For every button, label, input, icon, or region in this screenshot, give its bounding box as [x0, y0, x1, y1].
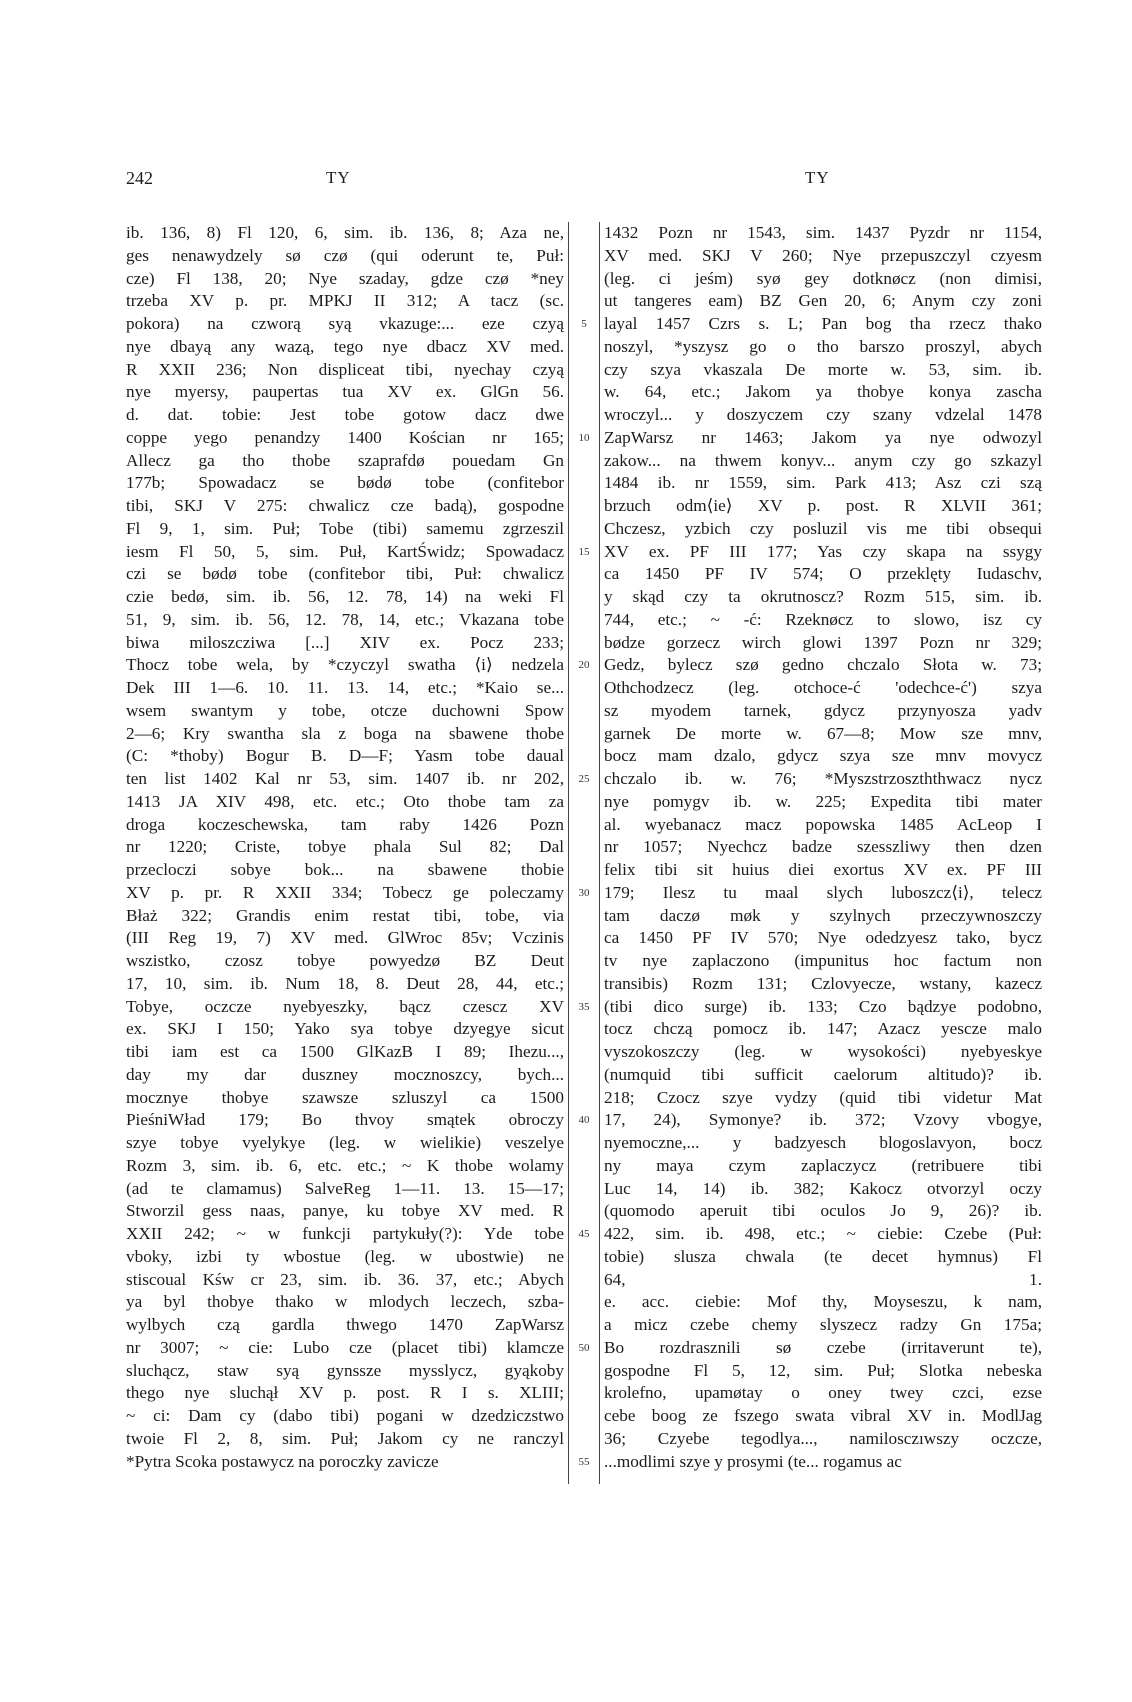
text-line: mocznye thobye szawsze szluszyl ca 1500 — [126, 1087, 564, 1107]
line-number: 30 — [578, 886, 590, 899]
line-number: 40 — [578, 1114, 590, 1127]
text-line: 179; Ilesz tu maal slych luboszcz⟨i⟩, telecz — [604, 882, 1042, 902]
text-line: ges nenawydzely sø czø (qui oderunt te, Puł: — [126, 245, 564, 265]
text-line: gospodne Fl 5, 12, sim. Puł; Slotka nebeska — [604, 1360, 1042, 1380]
text-line: Thocz tobe wela, by *czyczyl swatha ⟨i⟩ nedzela — [126, 655, 564, 675]
text-line: Fl 9, 1, sim. Puł; Tobe (tibi) samemu zgrzeszil — [126, 518, 564, 538]
text-line: (numquid tibi sufficit caelorum altitudo)? ib. — [604, 1064, 1042, 1084]
text-line: al. wyebanacz macz popowska 1485 AcLeop I — [604, 814, 1042, 834]
text-line: iesm Fl 50, 5, sim. Puł, KartŚwidz; Spowadacz — [126, 541, 564, 561]
text-line: droga koczeschewska, tam raby 1426 Pozn — [126, 814, 564, 834]
line-number: 25 — [578, 773, 590, 785]
text-line: sz myodem tarnek, gdycz przynyosza yadv — [604, 700, 1042, 720]
text-line: transibis) Rozm 131; Czlovyecze, wstany, kazecz — [604, 973, 1042, 993]
text-line: 17, 24), Symonye? ib. 372; Vzovy vbogye, — [604, 1110, 1042, 1130]
text-line: day my dar duszney mocznoszcy, bych... — [126, 1064, 564, 1084]
text-line: y skąd czy ta okrutnoscz? Rozm 515, sim. ib. — [604, 587, 1042, 606]
text-line: nr 1220; Criste, tobye phala Sul 82; Dal — [126, 837, 564, 857]
text-line: tobie) slusza chwala (te decet hymnus) Fl — [604, 1246, 1042, 1266]
text-line: Błaż 322; Grandis enim restat tibi, tobe, via — [126, 905, 564, 925]
text-line: szye tobye vyelykye (leg. w wielikie) veszelye — [126, 1133, 564, 1152]
text-line: wsem swantym y tobe, otcze duchowni Spow — [126, 700, 564, 720]
text-line: layal 1457 Czrs s. L; Pan bog tha rzecz thako — [604, 314, 1042, 333]
text-line: Stworzil gess naas, panye, ku tobye XV med. R — [126, 1201, 564, 1221]
text-line: (quomodo aperuit tibi oculos Jo 9, 26)? ib. — [604, 1201, 1042, 1221]
text-line: Luc 14, 14) ib. 382; Kakocz otvorzyl oczy — [604, 1178, 1042, 1198]
text-line: nr 3007; ~ cie: Lubo cze (placet tibi) klamcze — [126, 1337, 564, 1357]
text-line: biwa miloszcziwa [...] XIV ex. Pocz 233; — [126, 632, 564, 652]
text-line: ya byl thobye thako w mlodych leczech, szba- — [126, 1292, 564, 1312]
text-line: Gedz, bylecz szø gedno chczalo Słota w. 73; — [604, 655, 1042, 675]
text-line: vboky, izbi ty wbostue (leg. w ubostwie) ne — [126, 1246, 564, 1266]
text-line: Dek III 1—6. 10. 11. 13. 14, etc.; *Kaio se... — [126, 678, 564, 697]
text-line: ~ ci: Dam cy (dabo tibi) pogani w dzedziczstwo — [126, 1406, 564, 1425]
line-number: 10 — [578, 431, 590, 444]
text-line: noszyl, *yszysz go o tho barszo proszyl, abych — [604, 336, 1042, 356]
text-line: Othchodzecz (leg. otchoce-ć 'odechce-ć') szya — [604, 678, 1042, 697]
text-line: krolefno, upamøtay o oney twey czci, ezse — [604, 1383, 1042, 1403]
text-line: wroczyl... y doszyczem czy szany vdzelal 1478 — [604, 405, 1042, 424]
text-line: ZapWarsz nr 1463; Jakom ya nye odwozyl — [604, 427, 1042, 447]
text-line: 177b; Spowadacz se bødø tobe (confitebor — [126, 473, 564, 493]
text-line: 218; Czocz szye vydzy (quid tibi videtur Mat — [604, 1087, 1042, 1107]
left-running-head: TY — [326, 168, 351, 187]
text-line: ca 1450 PF IV 574; O przeklęty Iudaschv, — [604, 564, 1042, 584]
text-line: ut tangeres eam) BZ Gen 20, 6; Anym czy zoni — [604, 291, 1042, 311]
line-number: 50 — [578, 1341, 590, 1354]
text-line: twoie Fl 2, 8, sim. Puł; Jakom cy ne ranczyl — [126, 1428, 564, 1448]
text-line: cze) Fl 138, 20; Nye szaday, gdze czø *ney — [126, 268, 564, 288]
text-line: e. acc. ciebie: Mof thy, Moyseszu, k nam, — [604, 1292, 1042, 1312]
text-line: PieśniWład 179; Bo thvoy smątek obroczy — [126, 1110, 564, 1130]
text-line: przecloczi sobye bok... na sbawene thobie — [126, 860, 564, 879]
text-line: stiscoual Kśw cr 23, sim. ib. 36. 37, etc.; Abych — [126, 1269, 564, 1289]
left-text-column — [126, 222, 564, 1473]
text-line: bødze gorzecz wirch glowi 1397 Pozn nr 329; — [604, 632, 1042, 652]
text-line: w. 64, etc.; Jakom ya thobye konya zascha — [604, 382, 1042, 402]
text-line: brzuch odm⟨ie⟩ XV p. post. R XLVII 361; — [604, 496, 1042, 515]
text-line: thego nye sluchął XV p. post. R I s. XLIII; — [126, 1383, 564, 1403]
text-line: ex. SKJ I 150; Yako sya tobye dzyegye sicut — [126, 1019, 564, 1039]
text-line: Tobye, oczcze nyebyeszky, bącz czescz XV — [126, 996, 564, 1016]
text-line: chczalo ib. w. 76; *Myszstrzoszththwacz nycz — [604, 769, 1042, 788]
text-line: *Pytra Scoka postawycz na poroczky zavicze — [126, 1451, 439, 1471]
running-header — [0, 168, 1132, 198]
text-line: 1432 Pozn nr 1543, sim. 1437 Pyzdr nr 1154, — [604, 223, 1042, 242]
text-line: (C: *thoby) Bogur B. D—F; Yasm tobe daual — [126, 746, 564, 766]
text-line: garnek De morte w. 67—8; Mow sze mnv, — [604, 723, 1042, 743]
text-line: nyemoczne,... y badzyesch blogoslavyon, bocz — [604, 1133, 1042, 1152]
text-line: nye pomygv ib. w. 225; Expedita tibi mater — [604, 791, 1042, 811]
text-line: 744, etc.; ~ -ć: Rzeknøcz to slowo, isz cy — [604, 609, 1042, 629]
text-line: czie bedø, sim. ib. 56, 12. 78, 14) na weki Fl — [126, 587, 564, 606]
text-line: tibi, SKJ V 275: chwalicz cze badą), gospodne — [126, 496, 564, 515]
right-running-head: TY — [805, 168, 830, 187]
text-line: XV ex. PF III 177; Yas czy skapa na ssygy — [604, 541, 1042, 561]
text-line: R XXII 236; Non displiceat tibi, nyechay czyą — [126, 359, 564, 379]
text-line: 422, sim. ib. 498, etc.; ~ ciebie: Czebe (Puł: — [604, 1224, 1042, 1243]
text-line: ib. 136, 8) Fl 120, 6, sim. ib. 136, 8; Aza ne, — [126, 223, 564, 242]
text-line: 2—6; Kry swantha sla z boga na sbawene thobe — [126, 723, 564, 743]
text-line: Rozm 3, sim. ib. 6, etc. etc.; ~ K thobe wolamy — [126, 1155, 564, 1175]
right-text-column — [604, 222, 1042, 1473]
text-line: ca 1450 PF IV 570; Nye odedzyesz tako, bycz — [604, 928, 1042, 948]
text-line: ...modlimi szye y prosymi (te... rogamus ac — [604, 1451, 902, 1471]
text-line: tam daczø møk y szylnych przeczywnoszczy — [604, 905, 1042, 925]
text-line: wylbych czą gardla thwego 1470 ZapWarsz — [126, 1315, 564, 1334]
text-line: XV med. SKJ V 260; Nye przepuszczyl czyesm — [604, 245, 1042, 265]
text-line: 64, 1. — [604, 1269, 1042, 1289]
text-line: Allecz ga tho thobe szaprafdø pouedam Gn — [126, 450, 564, 470]
text-line: coppe yego penandzy 1400 Kościan nr 165; — [126, 427, 564, 447]
text-line: (tibi dico surge) ib. 133; Czo bądzye podobno, — [604, 996, 1042, 1016]
line-number: 15 — [578, 545, 590, 558]
line-number: 5 — [581, 318, 587, 330]
text-line: XXII 242; ~ w funkcji partykuły(?): Yde tobe — [126, 1224, 564, 1243]
text-line: (leg. ci jeśm) syø gey dotknøcz (non dimisi, — [604, 268, 1042, 288]
text-line: 51, 9, sim. ib. 56, 12. 78, 14, etc.; Vkazana tobe — [126, 609, 564, 629]
line-number: 35 — [578, 1000, 590, 1013]
text-line: nye myersy, paupertas tua XV ex. GlGn 56. — [126, 382, 564, 402]
text-line: tibi iam est ca 1500 GlKazB I 89; Ihezu..., — [126, 1042, 564, 1061]
text-line: ten list 1402 Kal nr 53, sim. 1407 ib. nr 202, — [126, 769, 564, 788]
page-number: 242 — [126, 168, 153, 188]
line-number: 20 — [578, 659, 590, 672]
text-line: czi se bødø tobe (confitebor tibi, Puł: chwalicz — [126, 564, 564, 584]
text-line: d. dat. tobie: Jest tobe gotow dacz dwe — [126, 405, 564, 424]
text-line: wszistko, czosz tobye powyedzø BZ Deut — [126, 951, 564, 970]
text-line: 36; Czyebe tegodlya..., namilosczıwszy oczcze, — [604, 1428, 1042, 1448]
text-line: tocz chczą pomocz ib. 147; Azacz yescze malo — [604, 1019, 1042, 1039]
text-line: nye dbayą any wazą, tego nye dbacz XV med. — [126, 336, 564, 356]
line-number-gutter — [568, 222, 600, 1484]
text-line: pokora) na czworą syą vkazuge:... eze czyą — [126, 314, 564, 333]
text-line: zakow... na thwem konyv... anym czy go szkazyl — [604, 450, 1042, 470]
text-line: tv nye zaplaczono (impunitus hoc factum non — [604, 951, 1042, 970]
text-line: trzeba XV p. pr. MPKJ II 312; A tacz (sc. — [126, 291, 564, 311]
text-line: XV p. pr. R XXII 334; Tobecz ge poleczamy — [126, 882, 564, 902]
text-line: Chczesz, yzbich czy posluzil vis me tibi obsequi — [604, 518, 1042, 538]
text-line: ny maya czym zaplaczycz (retribuere tibi — [604, 1155, 1042, 1175]
text-line: 1484 ib. nr 1559, sim. Park 413; Asz czi szą — [604, 473, 1042, 493]
text-line: bocz mam dzalo, gdycz szya sze mnv movycz — [604, 746, 1042, 766]
text-line: cebe boog ze fszego swata vibral XV in. ModlJag — [604, 1406, 1042, 1425]
text-line: 1413 JA XIV 498, etc. etc.; Oto thobe tam za — [126, 791, 564, 811]
text-line: nr 1057; Nyechcz badze szesszliwy then dzen — [604, 837, 1042, 857]
text-line: a micz czebe chemy slyszecz radzy Gn 175a; — [604, 1315, 1042, 1334]
text-line: sluchącz, staw syą gynssze mysslycz, gyąkoby — [126, 1360, 564, 1380]
text-line: Bo rozdrasznili sø czebe (irritaverunt te), — [604, 1337, 1042, 1357]
text-line: felix tibi sit huius diei exortus XV ex. PF III — [604, 860, 1042, 879]
text-line: vyszokoszczy (leg. w wysokości) nyebyeskye — [604, 1042, 1042, 1061]
line-number: 55 — [578, 1455, 590, 1468]
line-number: 45 — [578, 1228, 590, 1240]
text-line: (III Reg 19, 7) XV med. GlWroc 85v; Vczinis — [126, 928, 564, 948]
text-line: (ad te clamamus) SalveReg 1—11. 13. 15—17; — [126, 1178, 564, 1198]
text-line: czy szya vkaszala De morte w. 53, sim. ib. — [604, 359, 1042, 379]
text-line: 17, 10, sim. ib. Num 18, 8. Deut 28, 44, etc.; — [126, 973, 564, 993]
